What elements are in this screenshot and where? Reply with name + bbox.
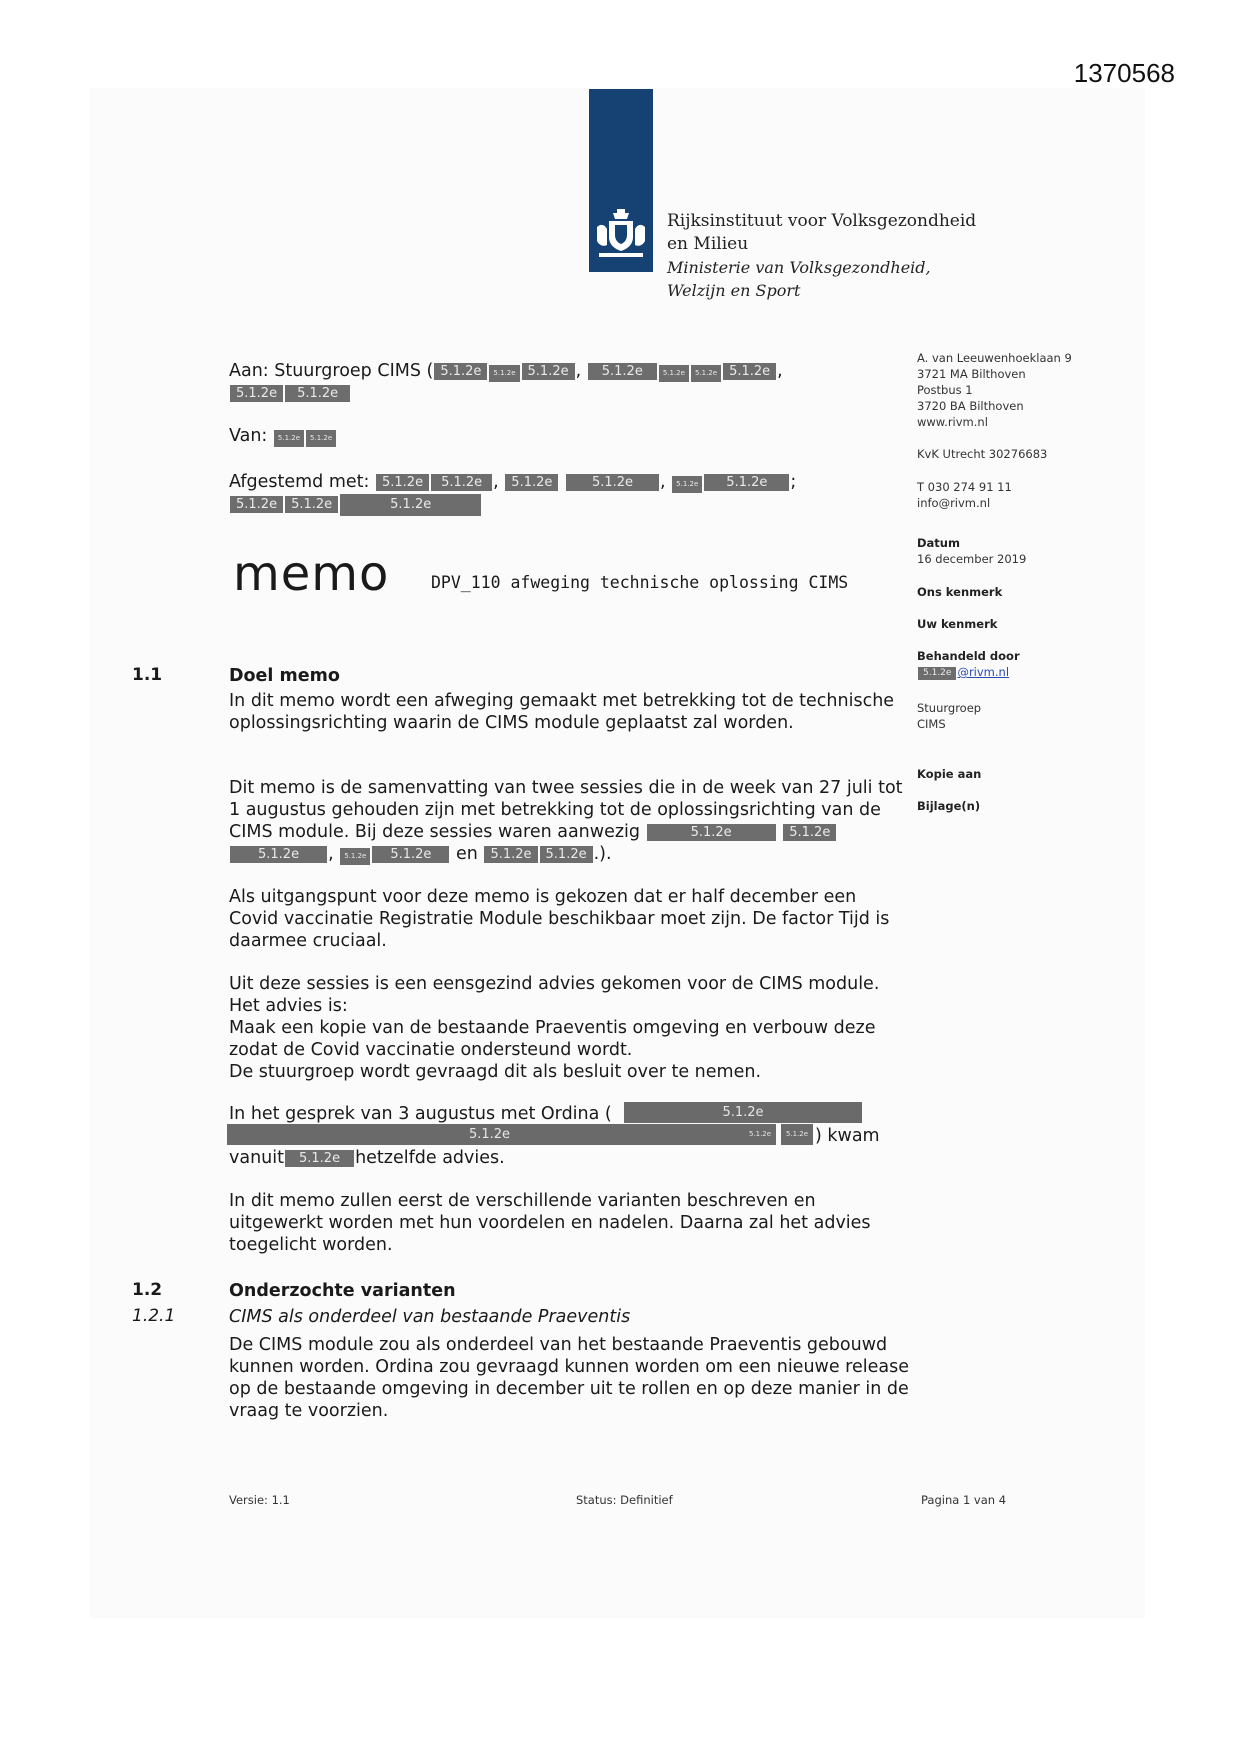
datum-value: 16 december 2019 xyxy=(917,552,1027,566)
redaction: 5.1.2e xyxy=(230,385,283,402)
sidebar-kvk: KvK Utrecht 30276683 xyxy=(917,447,1048,461)
redaction: 5.1.2e xyxy=(431,474,492,491)
website: www.rivm.nl xyxy=(917,415,988,429)
sidebar-contact xyxy=(917,479,1012,511)
section-heading: Onderzochte varianten xyxy=(229,1281,456,1301)
redaction: 5.1.2e xyxy=(723,363,776,380)
redaction: 5.1.2e xyxy=(704,474,789,491)
redaction: 5.1.2e xyxy=(566,474,659,491)
bijlage-label: Bijlage(n) xyxy=(917,799,981,813)
datum-label: Datum xyxy=(917,536,960,550)
org-line-4: Welzijn en Sport xyxy=(667,281,801,300)
paragraph-attendees: Dit memo is de samenvatting van twee sessies die in de week van 27 juli tot 1 augustus gehouden zijn met betrekking tot de oplossingsrichting van de CIMS module. Bij deze sessies waren aanwezig 5.1.2e 5.1.2e5.1.2e , 5.1.2e 5.1.2e en 5.1.2e 5.1.2e .). xyxy=(229,778,903,864)
memo-word: memo xyxy=(233,546,390,602)
redaction: 5.1.2e xyxy=(783,824,836,841)
section-heading: Doel memo xyxy=(229,666,340,686)
paragraph-advice xyxy=(229,973,919,1083)
footer-version: Versie: 1.1 xyxy=(229,1493,290,1507)
paragraph: De CIMS module zou als onderdeel van het bestaande Praeventis gebouwd kunnen worden. Ordina zou gevraagd kunnen worden om een nieuwe release op de bestaande omgeving in december uit te rollen en op deze manier in de vraag te voorzien. xyxy=(229,1335,909,1421)
sidebar-uw-kenmerk xyxy=(917,616,997,632)
sidebar-bijlage xyxy=(917,798,980,814)
address-line: 3720 BA Bilthoven xyxy=(917,399,1024,413)
redaction: 5.1.2e xyxy=(672,476,702,493)
redaction: 5.1.2e xyxy=(744,1124,776,1145)
address-line: A. van Leeuwenhoeklaan 9 xyxy=(917,351,1072,365)
address-line: 3721 MA Bilthoven xyxy=(917,367,1026,381)
kopie-label: Kopie aan xyxy=(917,767,982,781)
redaction: 5.1.2e xyxy=(918,667,956,680)
redaction: 5.1.2e xyxy=(340,494,481,516)
footer-status: Status: Definitief xyxy=(576,1493,673,1507)
afgestemd-line: Afgestemd met: 5.1.2e 5.1.2e , 5.1.2e 5.1.2e , 5.1.2e 5.1.2e ; 5.1.2e 5.1.2e 5.1.2e xyxy=(229,471,839,516)
org-line-2: en Milieu xyxy=(667,234,749,254)
aan-line: Aan: Stuurgroep CIMS ( 5.1.2e 5.1.2e 5.1.2e , 5.1.2e 5.1.2e 5.1.2e 5.1.2e , 5.1.2e 5.1.2e xyxy=(229,361,783,401)
redaction: 5.1.2e xyxy=(227,1124,752,1145)
stuurgroep-line: CIMS xyxy=(917,717,946,731)
address-line: Postbus 1 xyxy=(917,383,973,397)
paragraph-text: en xyxy=(456,844,478,864)
sidebar-address xyxy=(917,350,1072,430)
subsection-heading: CIMS als onderdeel van bestaande Praeventis xyxy=(229,1307,631,1327)
paragraph-line: Het advies is: xyxy=(229,996,348,1016)
redaction: 5.1.2e xyxy=(372,846,449,863)
sidebar-kopie xyxy=(917,766,981,782)
crest-icon xyxy=(593,207,649,263)
redaction: 5.1.2e xyxy=(489,365,519,382)
redaction: 5.1.2e xyxy=(230,846,327,863)
redaction: 5.1.2e xyxy=(540,846,593,863)
organisation-name xyxy=(667,210,976,302)
redaction: 5.1.2e xyxy=(285,496,338,513)
van-label: Van: xyxy=(229,426,268,446)
paragraph-text: Dit memo is de samenvatting van twee sessies die in de week van 27 juli tot 1 augustus gehouden zijn met betrekking tot de oplossingsrichting van de CIMS module. Bij deze sessies waren aanwezig xyxy=(229,778,903,842)
afgestemd-label: Afgestemd met: xyxy=(229,472,370,492)
redaction: 5.1.2e xyxy=(434,363,487,380)
section-number: 1.1 xyxy=(132,665,163,685)
redaction: 5.1.2e xyxy=(306,430,336,447)
phone: T 030 274 91 11 xyxy=(917,480,1012,494)
redaction: 5.1.2e xyxy=(484,846,537,863)
paragraph-text: ) kwam xyxy=(815,1126,880,1146)
behandeld-email-link[interactable]: @rivm.nl xyxy=(957,665,1010,679)
redaction: 5.1.2e xyxy=(659,365,689,382)
document-number: 1370568 xyxy=(1073,58,1175,88)
paragraph-text: hetzelfde advies. xyxy=(355,1148,505,1168)
redaction: 5.1.2e xyxy=(285,385,350,402)
paragraph-text: .). xyxy=(593,844,612,864)
paragraph-line: Uit deze sessies is een eensgezind advies gekomen voor de CIMS module. xyxy=(229,974,880,994)
redaction: 5.1.2e xyxy=(285,1150,354,1167)
paragraph-ordina-end xyxy=(229,1147,909,1169)
sidebar-datum xyxy=(917,535,1026,567)
section-number: 1.2 xyxy=(132,1280,163,1300)
ons-kenmerk-label: Ons kenmerk xyxy=(917,585,1003,599)
redaction: 5.1.2e xyxy=(230,496,283,513)
uw-kenmerk-label: Uw kenmerk xyxy=(917,617,998,631)
email: info@rivm.nl xyxy=(917,496,991,510)
aan-label: Aan: Stuurgroep CIMS ( xyxy=(229,361,434,381)
van-line xyxy=(229,425,337,447)
stuurgroep-line: Stuurgroep xyxy=(917,701,982,715)
redaction: 5.1.2e xyxy=(781,1124,813,1145)
redaction: 5.1.2e xyxy=(274,430,304,447)
redaction: 5.1.2e xyxy=(505,474,558,491)
memo-title: DPV_110 afweging technische oplossing CIMS xyxy=(431,573,849,592)
behandeld-label: Behandeld door xyxy=(917,649,1020,663)
sidebar-behandeld xyxy=(917,648,1020,680)
paragraph-line: De stuurgroep wordt gevraagd dit als besluit over te nemen. xyxy=(229,1062,762,1082)
paragraph: In dit memo wordt een afweging gemaakt met betrekking tot de technische oplossingsrichting waarin de CIMS module geplaatst zal worden. xyxy=(229,691,895,733)
paragraph: In dit memo zullen eerst de verschillende varianten beschreven en uitgewerkt worden met hun voordelen en nadelen. Daarna zal het advies toegelicht worden. xyxy=(229,1191,871,1255)
redaction: 5.1.2e xyxy=(376,474,429,491)
paragraph-text: In het gesprek van 3 augustus met Ordina ( xyxy=(229,1104,612,1124)
paragraph-line: Maak een kopie van de bestaande Praeventis omgeving en verbouw deze zodat de Covid vaccinatie ondersteund wordt. xyxy=(229,1018,876,1060)
rijksoverheid-logo xyxy=(589,89,653,272)
redaction: 5.1.2e xyxy=(340,848,370,865)
redaction: 5.1.2e xyxy=(647,824,776,841)
redaction: 5.1.2e xyxy=(691,365,721,382)
redaction: 5.1.2e xyxy=(624,1102,862,1123)
paragraph-text: vanuit xyxy=(229,1148,284,1168)
sidebar-stuurgroep xyxy=(917,700,981,732)
sidebar-ons-kenmerk xyxy=(917,584,1002,600)
footer-page: Pagina 1 van 4 xyxy=(921,1493,1007,1507)
subsection-number: 1.2.1 xyxy=(132,1306,176,1326)
paragraph: Als uitgangspunt voor deze memo is gekozen dat er half december een Covid vaccinatie Registratie Module beschikbaar moet zijn. De factor Tijd is daarmee cruciaal. xyxy=(229,887,890,951)
org-line-3: Ministerie van Volksgezondheid, xyxy=(667,258,931,277)
redaction: 5.1.2e xyxy=(522,363,575,380)
redaction: 5.1.2e xyxy=(588,363,657,380)
org-line-1: Rijksinstituut voor Volksgezondheid xyxy=(667,211,977,231)
